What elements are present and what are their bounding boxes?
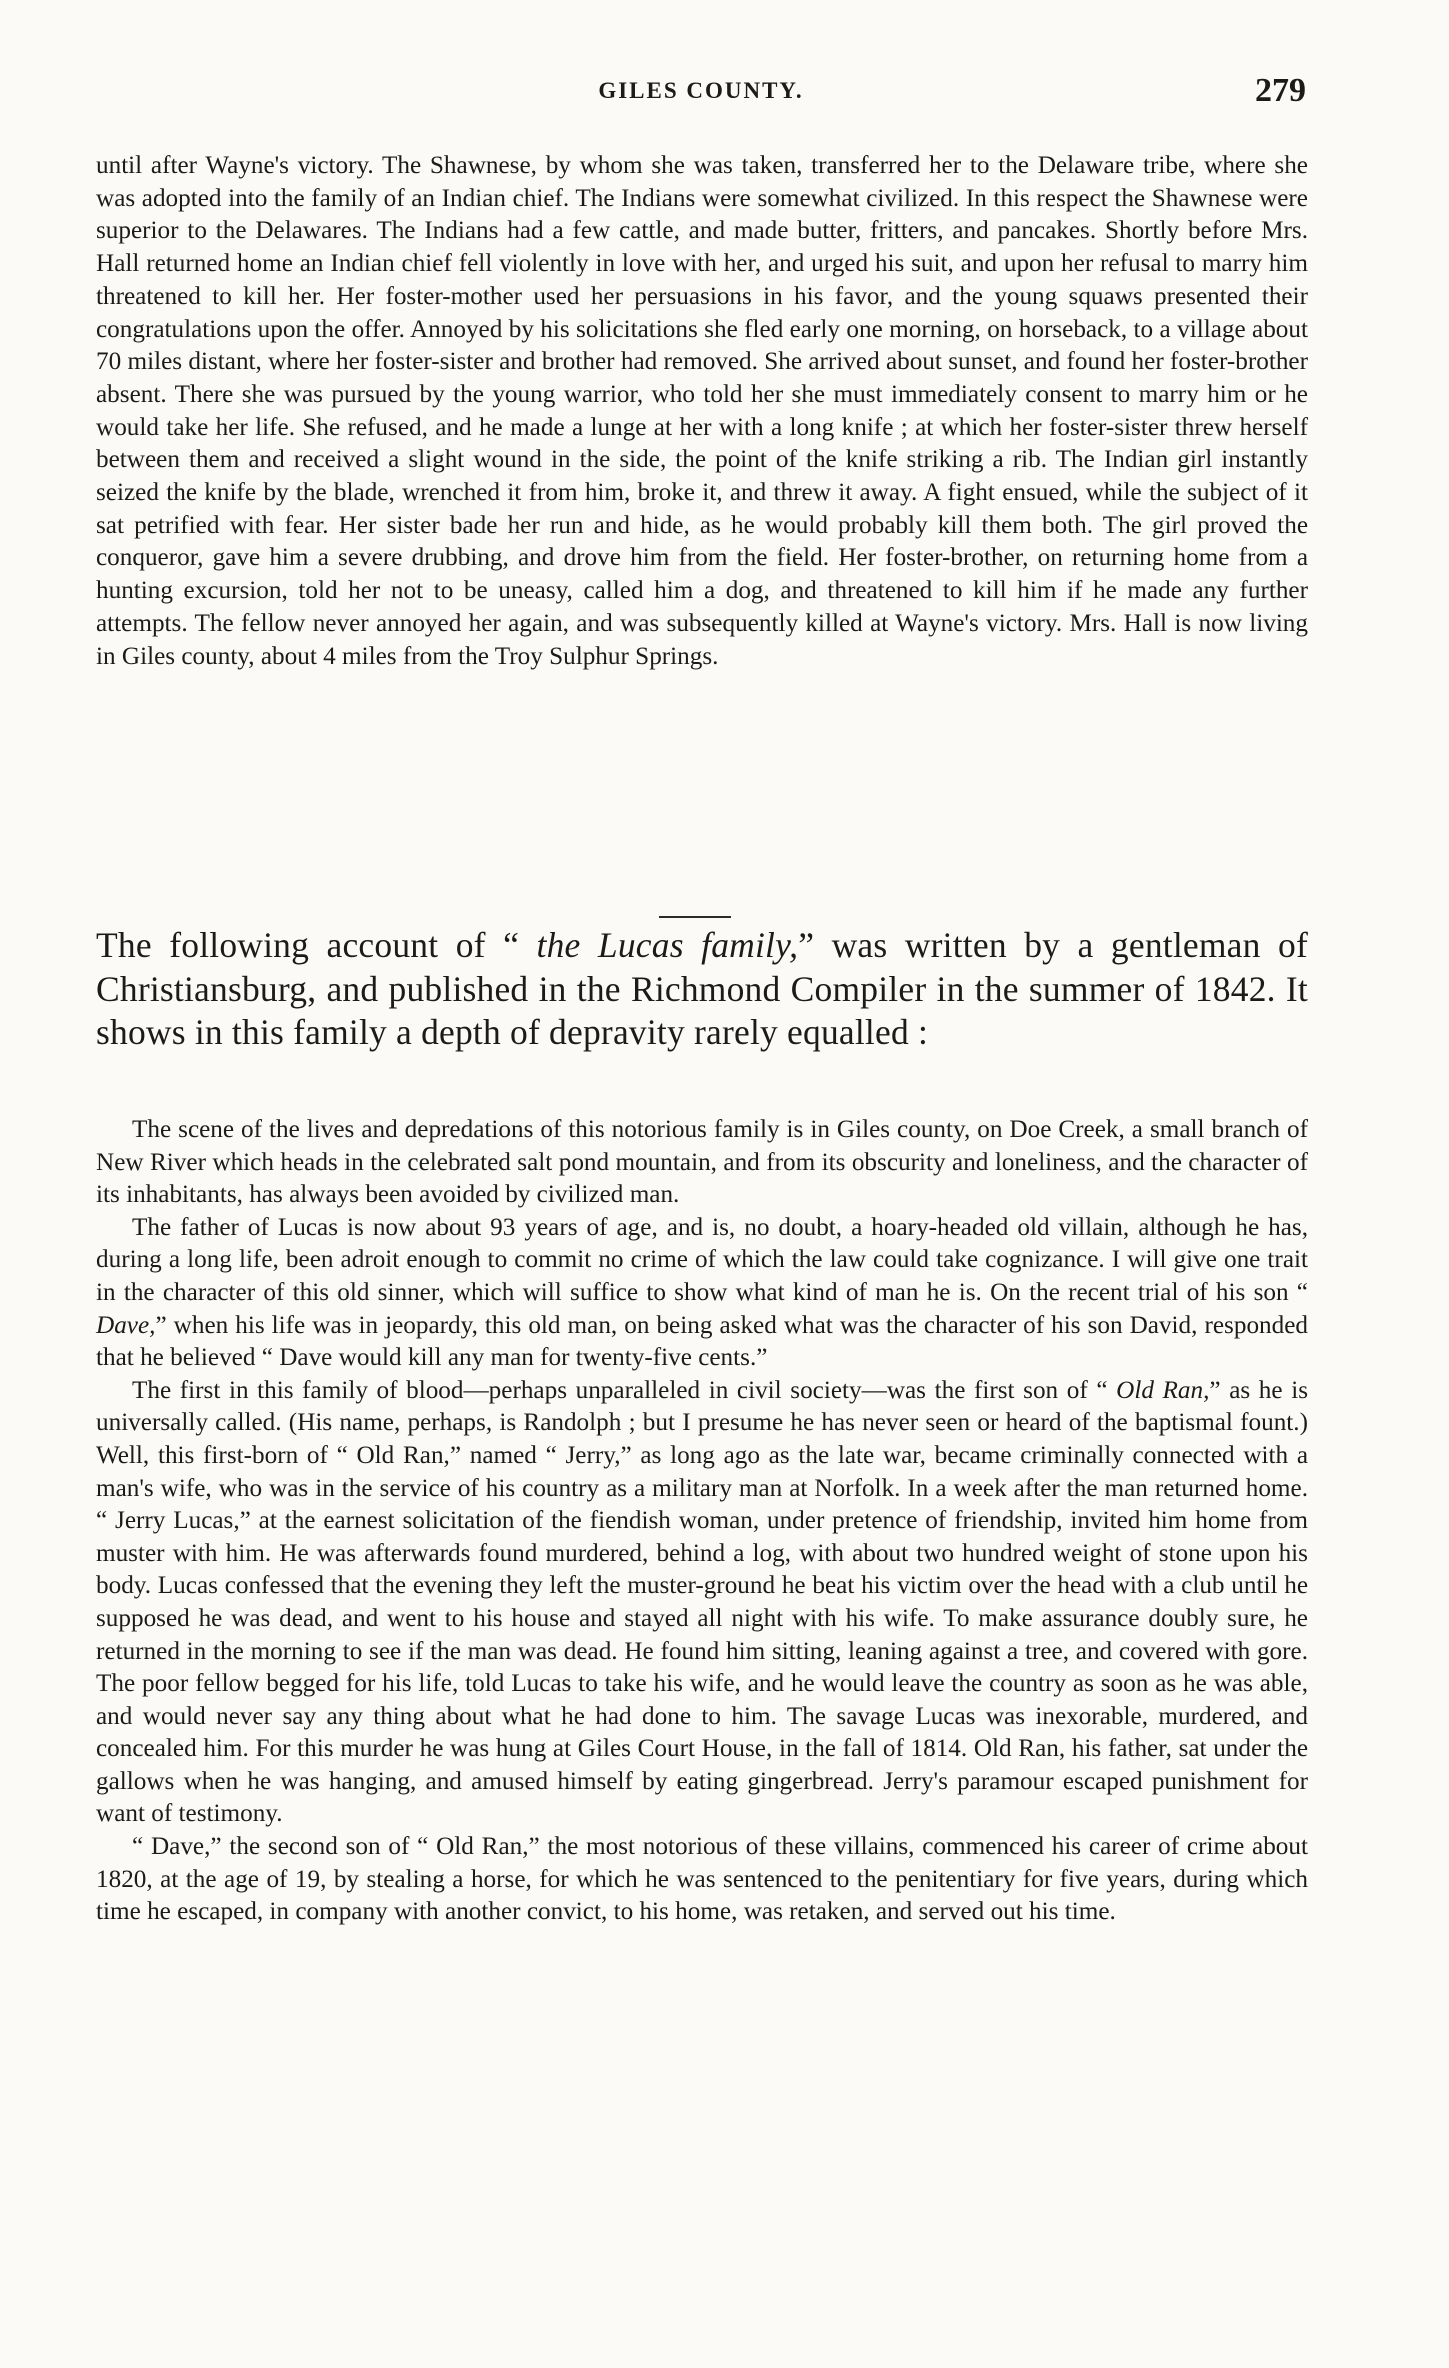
running-title: GILES COUNTY. <box>598 78 804 103</box>
intro-paragraph <box>96 924 1308 1055</box>
first-son-paragraph <box>96 1375 1308 1831</box>
section-divider <box>659 916 731 918</box>
father-italic-name: Dave, <box>96 1311 156 1339</box>
father-text-before: The father of Lucas is now about 93 years of age, and is, no doubt, a hoary-headed old villain, although he has, during a long life, been adroit enough to commit no crime of which the law could take cognizance. I will give one trait in the character of this old sinner, which will suffice to show what kind of man he is. On the recent trial of his son “ <box>96 1213 1308 1306</box>
intro-text-before: The following account of “ <box>96 925 537 965</box>
lucas-account-body <box>96 1114 1308 1929</box>
lucas-introduction <box>96 924 1308 1055</box>
father-text-after: ” when his life was in jeopardy, this old man, on being asked what was the character of his son David, responded that he believed “ Dave would kill any man for twenty-five cents.” <box>96 1311 1308 1372</box>
dave-paragraph: “ Dave,” the second son of “ Old Ran,” the most notorious of these villains, commenced his career of crime about 1820, at the age of 19, by stealing a horse, for which he was sentenced to the penitentiary for five years, during which time he escaped, in company with another convict, to his home, was retaken, and served out his time. <box>96 1833 1308 1926</box>
page-number: 279 <box>1255 72 1306 109</box>
intro-italic-title: the Lucas family, <box>536 925 799 965</box>
scene-paragraph: The scene of the lives and depredations of this notorious family is in Giles county, on Doe Creek, a small branch of New River which heads in the celebrated salt pond mountain, and from its obscurity and loneliness, and the character of its inhabitants, has always been avoided by civilized man. <box>96 1116 1308 1209</box>
first-son-text-before: The first in this family of blood—perhaps unparalleled in civil society—was the first son of “ <box>132 1376 1117 1404</box>
first-son-italic-name: Old Ran, <box>1116 1376 1210 1404</box>
running-head <box>96 74 1306 114</box>
shawnee-paragraph: until after Wayne's victory. The Shawnese, by whom she was taken, transferred her to the Delaware tribe, where she was adopted into the family of an Indian chief. The Indians were somewhat civilized. In this respect the Shawnese were superior to the Delawares. The Indians had a few cattle, and made butter, fritters, and pancakes. Shortly before Mrs. Hall returned home an Indian chief fell violently in love with her, and urged his suit, and upon her refusal to marry him threatened to kill her. Her foster-mother used her persuasions in his favor, and the young squaws presented their congratulations upon the offer. Annoyed by his solicitations she fled early one morning, on horseback, to a village about 70 miles distant, where her foster-sister and brother had removed. She arrived about sunset, and found her foster-brother absent. There she was pursued by the young warrior, who told her she must immediately consent to marry him or he would take her life. She refused, and he made a lunge at her with a long knife ; at which her foster-sister threw herself between them and received a slight wound in the side, the point of the knife striking a rib. The Indian girl instantly seized the knife by the blade, wrenched it from him, broke it, and threw it away. A fight ensued, while the subject of it sat petrified with fear. Her sister bade her run and hide, as he would probably kill them both. The girl proved the conqueror, gave him a severe drubbing, and drove him from the field. Her foster-brother, on returning home from a hunting excursion, told her not to be uneasy, called him a dog, and threatened to kill him if he made any further attempts. The fellow never annoyed her again, and was subsequently killed at Wayne's victory. Mrs. Hall is now living in Giles county, about 4 miles from the Troy Sulphur Springs. <box>96 152 1308 670</box>
father-paragraph <box>96 1212 1308 1375</box>
intro-text-after: ” was written by a gentleman of Christiansburg, and published in the Richmond Compiler in the summer of 1842. It shows in this family a depth of depravity rarely equalled : <box>96 925 1308 1052</box>
first-son-text-after: ” as he is universally called. (His name, perhaps, is Randolph ; but I presume he has never seen or heard of the baptismal fount.) Well, this first-born of “ Old Ran,” named “ Jerry,” as long ago as the late war, became criminally connected with a man's wife, who was in the service of his country as a military man at Norfolk. In a week after the man returned home. “ Jerry Lucas,” at the earnest solicitation of the fiendish woman, under pretence of friendship, invited him home from muster with him. He was afterwards found murdered, behind a log, with about two hundred weight of stone upon his body. Lucas confessed that the evening they left the muster-ground he beat his victim over the head with a club until he supposed he was dead, and went to his house and stayed all night with his wife. To make assurance doubly sure, he returned in the morning to see if the man was dead. He found him sitting, leaning against a tree, and covered with gore. The poor fellow begged for his life, told Lucas to take his wife, and he would leave the country as soon as he was able, and would never say any thing about what he had done to him. The savage Lucas was inexorable, murdered, and concealed him. For this murder he was hung at Giles Court House, in the fall of 1814. Old Ran, his father, sat under the gallows when he was hanging, and amused himself by eating gingerbread. Jerry's paramour escaped punishment for want of testimony. <box>96 1376 1308 1828</box>
shawnee-account-block <box>96 150 1308 673</box>
